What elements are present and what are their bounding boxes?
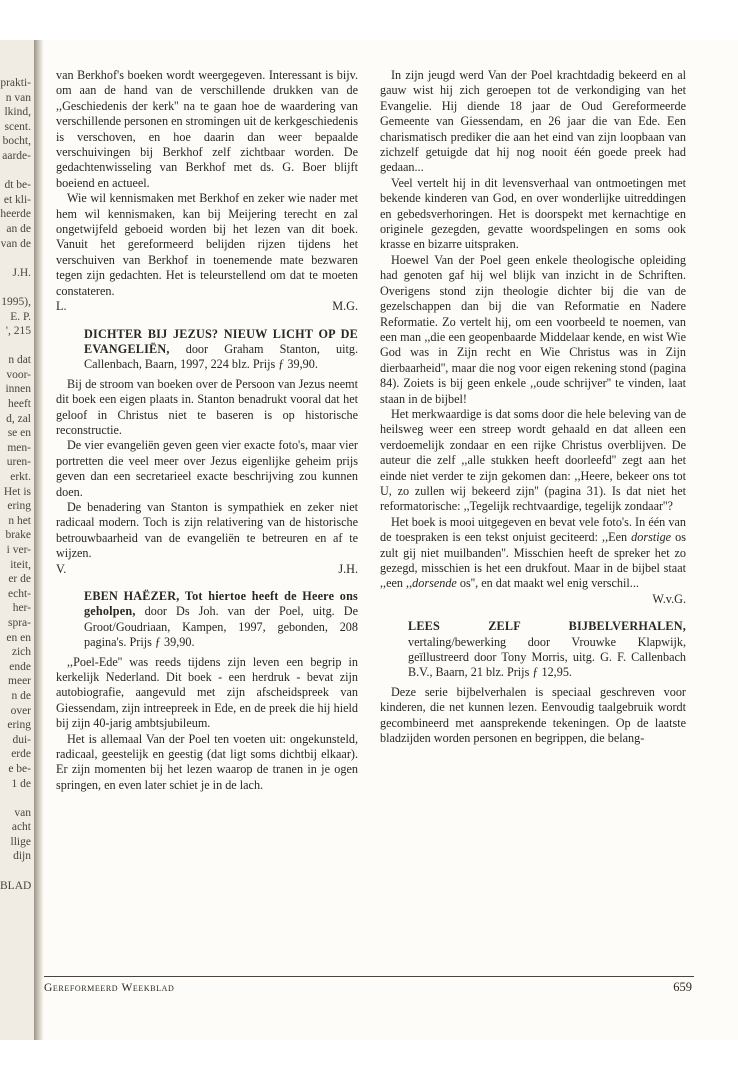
previous-page-fragment: brake (5, 529, 31, 542)
previous-page-fragment: erkt. (10, 471, 31, 484)
previous-page-fragment: iteit, (10, 558, 31, 571)
book-spine-shadow (34, 40, 44, 1040)
previous-page-fragment: prakti- (0, 77, 31, 89)
previous-page-fragment: heerde (0, 208, 31, 221)
previous-page-fragment: ering (7, 719, 31, 732)
left-column (56, 68, 358, 793)
footer-page-number: 659 (673, 980, 692, 994)
bijbelverhalen-review-heading (380, 619, 686, 681)
previous-page-fragment: van de (0, 237, 31, 250)
bijbelverhalen-book-title: LEES ZELF BIJBELVERHALEN, (408, 619, 686, 634)
previous-page-fragment: meer (8, 675, 31, 688)
eben-haezer-paragraph-1: ,,Poel-Ede'' was reeds tijdens zijn leven een begrip in kerkelijk Nederland. Dit boek - een herdruk - bevat zijn autobiografie, aangevuld met zijn afscheidspreek van Giessendam, zijn intreepreek in Ede, en de preek die hij hield bij zijn 40-jarig ambtsjubileum. (56, 654, 358, 731)
previous-page-fragment: Het is (3, 485, 31, 498)
eben-haezer-book-details: door Ds Joh. van der Poel, uitg. De Groot/Goudriaan, Kampen, 1997, gebonden, 208 pagina's. Prijs ƒ 39,90. (84, 604, 358, 650)
previous-page-fragment: over (10, 704, 31, 717)
previous-page-fragment: en en (6, 631, 31, 644)
previous-page-fragment: aarde- (2, 149, 31, 162)
previous-page-fragment: echt- (8, 587, 31, 600)
berkhof-paragraph-2: Wie wil kennismaken met Berkhof en zeker wie nader met hem wil kennismaken, kan bij Meijering terecht en zal ongetwijfeld geboeid worden bij het lezen van dit boek. Vanuit het gereformeerd belijden rijzen tijdens het verschuiven van Berkhof in toenemende mate bezwaren tegen zijn gedachten. Het is teleurstellend om dat te moeten constateren. (56, 191, 358, 298)
previous-page-fragment: ', 215 (5, 325, 31, 338)
footer-publication-name: Gereformeerd Weekblad (44, 982, 175, 994)
poel-paragraph-4: Het merkwaardige is dat soms door die hele beleving van de heilsweg weer een streep wordt gehaald en dat alleen een verdoemelijk zondaar en een rijke Christus overblijven. De auteur die zelf ,,alle stukken heeft doorleefd'' zegt aan het einde niet verder te zijn gekomen dan: ,,Heere, bekeer ons tot U, zo zullen wij bekeerd zijn'' (pagina 31). Is dat niet het reformatorische: ,,Tegelijk rechtvaardige, tegelijk zondaar''? (380, 406, 686, 514)
eben-haezer-book-title: EBEN HAËZER, Tot hiertoe heeft de Heere ons geholpen, (84, 589, 358, 619)
previous-page-fragment: acht (11, 821, 31, 834)
previous-page-fragment: dijn (13, 850, 31, 863)
previous-page-fragment: n het (8, 514, 31, 527)
previous-page-edge (0, 40, 35, 1040)
previous-page-fragment: zich (11, 646, 31, 659)
previous-page-fragment: lkind, (4, 106, 31, 119)
previous-page-fragment: e be- (8, 762, 31, 775)
stanton-paragraph-3: De benadering van Stanton is sympathiek en zeker niet radicaal modern. Toch is zijn relativering van de historische betrouwbaarheid van de evangeliën te betreuren en af te wijzen. (56, 499, 358, 561)
previous-page-fragment: men- (7, 441, 31, 454)
previous-page-fragment: 1995), (1, 295, 31, 308)
previous-page-fragment: d, zal (6, 412, 31, 425)
previous-page-fragment (0, 251, 34, 266)
previous-page-fragment: an de (6, 222, 31, 235)
stanton-book-title: DICHTER BIJ JEZUS? NIEUW LICHT OP DE EVANGELIËN, (84, 326, 358, 356)
journal-page (44, 40, 738, 1040)
previous-page-fragment: erde (11, 748, 31, 761)
berkhof-paragraph-1: van Berkhof's boeken wordt weergegeven. Interessant is bijv. om aan de hand van de verschillende drukken van de ,,Geschiedenis der kerk'' na te gaan hoe de waardering van verschillende personen en stromingen uit de kerkgeschiedenis is verschoven, en hoe daarin dan weer bepaalde verschuivingen bij Berkhof zelf zichtbaar worden. De gedachtenwisseling van Berkhof met ds. G. Boer blijft boeiend en actueel. (56, 68, 358, 190)
poel-paragraph-2: Veel vertelt hij in dit levensverhaal van ontmoetingen met bekende kinderen van God, en over wonderlijke uitreddingen en gebedsverhoringen. Het is doorspekt met kernachtige en originele gezegden, gevatte woordspelingen en soms ook krasse en bizarre uitspraken. (380, 175, 686, 252)
poel-paragraph-5-emphasis-1: dorstige (631, 530, 672, 545)
poel-paragraph-5-emphasis-2: dorsende (412, 576, 457, 591)
previous-page-fragment: innen (5, 383, 31, 396)
berkhof-review-author: M.G. (332, 299, 358, 314)
stanton-review-author: J.H. (338, 561, 358, 576)
previous-page-fragment: BLAD (0, 879, 32, 892)
poel-paragraph-5 (380, 515, 686, 592)
previous-page-fragment: scent. (4, 120, 31, 133)
eben-haezer-paragraph-2: Het is allemaal Van der Poel ten voeten uit: ongekunsteld, radicaal, geestelijk en geestig (dat ligt soms dichtbij elkaar). Er zijn momenten bij het lezen waarop de tranen in je ogen springen, en even later schiet je in de lach. (56, 731, 358, 792)
previous-page-fragment: J.H. (12, 266, 31, 279)
stanton-book-details: door Graham Stanton, uitg. Callenbach, Baarn, 1997, 224 blz. Prijs ƒ 39,90. (84, 341, 358, 372)
previous-page-fragment: bocht, (2, 135, 31, 148)
bijbelverhalen-book-details: vertaling/bewerking door Vrouwke Klapwijk, geïllustreerd door Tony Morris, uitg. G. F. Callenbach B.V., Baarn, 21 blz. Prijs ƒ 12,95. (408, 634, 686, 680)
stanton-review-initial: V. (56, 561, 67, 576)
bijbelverhalen-paragraph-1: Deze serie bijbelverhalen is speciaal geschreven voor kinderen, die net kunnen lezen. Eenvoudig taalgebruik wordt gecombineerd met aansprekende tekeningen. Op de laatste bladzijden worden personen en begrippen, die belang- (380, 684, 686, 746)
previous-page-fragment: n van (5, 91, 31, 104)
stanton-paragraph-2: De vier evangeliën geven geen vier exacte foto's, maar vier portretten die veel meer over Jezus eigenlijke geheim prijs geven dan een secretarieel exacte beschrijving zou kunnen doen. (56, 438, 358, 499)
previous-page-fragment (0, 164, 34, 179)
previous-page-fragment (0, 339, 34, 354)
right-column (380, 68, 686, 746)
previous-page-fragment (0, 280, 34, 295)
berkhof-review-initial: L. (56, 299, 67, 314)
poel-paragraph-5-part-1: Het boek is mooi uitgegeven en bevat vele foto's. In één van de toespraken is een tekst onjuist geciteerd: ,,Een (380, 514, 686, 545)
previous-page-fragment: ende (9, 660, 31, 673)
previous-page-fragments (0, 40, 34, 893)
previous-page-fragment: n dat (8, 354, 31, 367)
previous-page-fragment: uren- (6, 456, 31, 469)
eben-haezer-review-heading (56, 589, 358, 651)
previous-page-fragment: E. P. (10, 310, 31, 323)
previous-page-fragment: n de (11, 689, 31, 702)
previous-page-fragment: voor- (6, 368, 31, 381)
previous-page-fragment (0, 791, 34, 806)
previous-page-fragment: i ver- (6, 544, 31, 556)
previous-page-fragment: 1 de (11, 777, 31, 790)
previous-page-fragment: er de (8, 573, 31, 586)
previous-page-fragment: duі- (12, 733, 31, 746)
previous-page-fragment: van (14, 806, 31, 819)
previous-page-fragment: spra- (8, 616, 31, 629)
previous-page-fragment: llige (10, 835, 31, 848)
poel-paragraph-1: In zijn jeugd werd Van der Poel krachtdadig bekeerd en al gauw wist hij zich geroepen tot de verkondiging van het Evangelie. Hij diende 18 jaar de Oud Gereformeerde Gemeente van Giessendam, en 26 jaar die van Ede. Een charismatisch prediker die aan het eind van zijn loopbaan van zichzelf getuigde dat hij nog nooit één goede preek had gedaan... (380, 68, 686, 175)
footer-rule (44, 976, 694, 977)
previous-page-fragment: se en (7, 427, 31, 440)
previous-page-fragment: ering (7, 500, 31, 513)
previous-page-fragment: heeft (8, 398, 31, 411)
stanton-review-signature (56, 562, 358, 577)
stanton-review-heading (56, 327, 358, 373)
poel-review-signature (380, 592, 686, 607)
previous-page-fragment: dt be- (4, 179, 31, 192)
poel-paragraph-5-part-2: os zult gij niet muilbanden''. Misschien heeft de spreker het zo gezegd, misschien is het een drukfout. Maar in de bijbel staat ,,een ,, (380, 530, 686, 591)
berkhof-review-signature (56, 299, 358, 314)
previous-page-fragment: her- (12, 602, 31, 615)
poel-paragraph-5-part-3: os'', en dat maakt wel enig verschil... (456, 576, 639, 591)
poel-review-author: W.v.G. (652, 591, 686, 606)
poel-paragraph-3: Hoewel Van der Poel geen enkele theologische opleiding had genoten gaf hij wel blijk van inzicht in de Schriften. Overigens stond zijn theologie dichter bij die van de gezelschappen dan bij die van Reformatie en Nadere Reformatie. Zo vertelt hij, om een voorbeeld te noemen, van een man ,,die een geopenbaarde Middelaar kende, en wist Wie God was in Zijn recht en Wie Christus was in Zijn dierbaarheid'', maar die nog voor eigen rekening stond (pagina 84). Zoiets is bij geen enkele ,,oude schrijver'' te vinden, laat staan in de bijbel! (380, 252, 686, 406)
previous-page-fragment: et kli- (3, 193, 31, 206)
previous-page-fragment (0, 864, 34, 879)
stanton-paragraph-1: Bij de stroom van boeken over de Persoon van Jezus neemt dit boek een eigen plaats in. Stanton benadrukt vooral dat het geloof in Christus niet te baseren is op historische reconstructie. (56, 376, 358, 437)
